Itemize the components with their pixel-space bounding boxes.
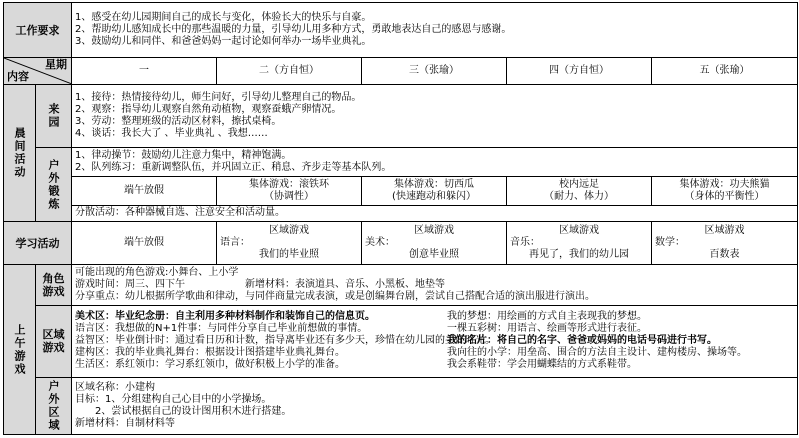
area-row — [75, 359, 794, 371]
outdoor-day-focus: （耐力、体力） — [544, 190, 614, 202]
study-day-title: 区域游戏 — [559, 225, 599, 237]
area-left: 美术区：毕业纪念册：自主利用多种材料制作和装饰自己的信息页。 — [75, 311, 375, 323]
area-right: 我会系鞋带：学会用蝴蝶结的方式系鞋带。 — [447, 359, 637, 371]
outdoor-day-title: 校内远足 — [559, 178, 599, 190]
study-day-title: 区域游戏 — [414, 225, 454, 237]
study-day-cell — [362, 222, 507, 265]
study-day-topic: 再见了，我们的幼儿园 — [529, 249, 629, 261]
header-corner — [4, 58, 72, 85]
outdoor-footer-row — [4, 205, 798, 221]
area-row — [75, 335, 794, 347]
outdoor-day-cell — [362, 177, 507, 206]
arrival-item: 2、观察：指导幼儿观察自然角动植物，观察蚕蛾产卵情况。 — [75, 104, 342, 116]
outdoor-item: 1、律动操节：鼓励幼儿注意力集中，精神饱满。 — [75, 150, 292, 162]
requirement-item: 1、感受在幼儿园期间自己的成长与变化，体验长大的快乐与自豪。 — [75, 12, 372, 24]
outdoor-day-title: 端午放假 — [124, 184, 164, 196]
study-day-cell — [72, 222, 217, 265]
role-play-line: 游戏时间：周三、四下午 新增材料：表演道具、音乐、小黑板、地垫等 — [75, 278, 445, 290]
outdoor-day-focus: （协调性） — [264, 190, 314, 202]
requirements-label: 工作要求 — [4, 3, 72, 58]
outdoor-item: 2、队列练习：重新调整队伍，并巩固立正、稍息、齐步走等基本队列。 — [75, 162, 392, 174]
area-row — [75, 323, 794, 335]
study-day-title: 端午放假 — [124, 237, 164, 249]
study-day-title: 区域游戏 — [704, 225, 745, 237]
area-left: 生活区：系红领巾：学习系红领巾，做好积极上小学的准备。 — [75, 359, 345, 371]
study-day-cell — [652, 222, 798, 265]
area-row — [75, 311, 794, 323]
role-play-label: 角色游戏 — [36, 265, 72, 306]
day-header: 一 — [72, 58, 217, 85]
area-right: 一棵五彩树：用语言、绘画等形式进行表征。 — [447, 323, 647, 335]
role-play-line: 可能出现的角色游戏:小舞台、上小学 — [75, 266, 239, 278]
morning-activity-label: 晨间活动 — [4, 84, 36, 221]
arrival-item: 4、谈话：我长大了 、毕业典礼 、我想…… — [75, 128, 268, 140]
area-row — [75, 347, 794, 359]
weekly-plan-table — [3, 2, 798, 435]
outdoor-day-cell — [507, 177, 652, 206]
outdoor-day-cell — [72, 177, 217, 206]
requirement-item: 3、鼓励幼儿和同伴、和爸爸妈妈一起讨论如何举办一场毕业典礼。 — [75, 36, 372, 48]
study-day-cell — [507, 222, 652, 265]
area-right: 我向往的小学：用垒高、围合的方法自主设计、建构楼房、操场等。 — [447, 347, 747, 359]
study-row — [4, 222, 798, 265]
study-day-subject: 数学： — [655, 237, 685, 249]
outdoor-footer: 分散活动：各种器械自选、注意安全和活动量。 — [72, 205, 798, 221]
arrival-item: 1、接待：热情接待幼儿，师生问好，引导幼儿整理自己的物品。 — [75, 92, 362, 104]
study-label: 学习活动 — [4, 222, 72, 265]
outdoor-area-line: 目标：1、分组建构自己心目中的小学操场。 — [75, 393, 272, 405]
outdoor-day-focus: (快速跑动和躲闪） — [392, 190, 476, 202]
area-games-label: 区域游戏 — [36, 305, 72, 377]
study-day-subject: 音乐： — [510, 237, 540, 249]
outdoor-exercise-row — [4, 148, 798, 177]
outdoor-area-line: 区域名称：小建构 — [75, 381, 155, 393]
day-header: 四（方自恒） — [507, 58, 652, 85]
arrival-row — [4, 84, 798, 147]
outdoor-day-cell — [217, 177, 362, 206]
arrival-content — [72, 84, 798, 147]
area-right: 我的梦想：用绘画的方式自主表现我的梦想。 — [447, 311, 647, 323]
area-left: 益智区：毕业倒计时：通过看日历和计数，指导离毕业还有多少天，珍惜在幼儿园的美好时光。 — [75, 335, 495, 347]
study-day-title: 区域游戏 — [269, 225, 309, 237]
role-play-content — [72, 265, 798, 306]
outdoor-day-focus: （身体的平衡性） — [684, 190, 765, 202]
outdoor-day-title: 集体游戏：切西瓜 — [394, 178, 474, 190]
outdoor-area-line: 新增材料：自制材料等 — [75, 417, 175, 429]
study-day-topic: 百数表 — [709, 249, 740, 261]
study-day-subject: 语言： — [220, 237, 250, 249]
outdoor-exercise-content — [72, 148, 798, 177]
area-left: 语言区：我想做的N+1件事：与同伴分享自己毕业前想做的事情。 — [75, 323, 368, 335]
day-header: 五（张瑜） — [652, 58, 798, 85]
outdoor-day-title: 集体游戏：功夫熊猫 — [679, 178, 770, 190]
outdoor-area-line: 2、尝试根据自己的设计图用积木进行搭建。 — [95, 405, 292, 417]
area-right: 我的名片：将自己的名字、爸爸或妈妈的电话号码进行书写。 — [447, 335, 717, 347]
outdoor-day-cell — [652, 177, 798, 206]
area-left: 建构区：我的毕业典礼舞台：根据设计图搭建毕业典礼舞台。 — [75, 347, 345, 359]
area-games-content — [72, 305, 798, 377]
outdoor-day-title: 集体游戏：滚铁环 — [249, 178, 329, 190]
arrival-item: 3、劳动：整理班级的活动区材料，擦拭桌椅。 — [75, 116, 282, 128]
role-play-line: 分享重点：幼儿根据所学歌曲和律动，与同伴商量完成表演，或是创编舞台剧，尝试自己搭配合适的演出服进行演出。 — [75, 290, 595, 302]
outdoor-area-content — [72, 377, 798, 434]
day-header: 二（方自恒） — [217, 58, 362, 85]
outdoor-exercise-label: 户外锻炼 — [36, 148, 72, 222]
arrival-label: 来园 — [36, 84, 72, 147]
requirement-item: 2、帮助幼儿感知成长中的那些温暖的力量，引导幼儿用多种方式，勇敢地表达自己的感恩与感谢。 — [75, 24, 512, 36]
requirements-row — [4, 3, 798, 58]
study-day-topic: 我们的毕业照 — [259, 249, 319, 261]
role-play-row — [4, 265, 798, 306]
study-day-topic: 创意毕业照 — [409, 249, 459, 261]
outdoor-area-row — [4, 377, 798, 434]
header-row — [4, 58, 798, 85]
day-header: 三（张瑜） — [362, 58, 507, 85]
outdoor-daily-row — [4, 177, 798, 206]
afternoon-games-label: 上午游戏 — [4, 265, 36, 435]
outdoor-area-label: 户外区域 — [36, 377, 72, 434]
requirements-content — [72, 3, 798, 58]
study-day-subject: 美术： — [365, 237, 395, 249]
study-day-cell — [217, 222, 362, 265]
area-games-row — [4, 305, 798, 377]
corner-weekday-label: 星期 — [45, 58, 67, 72]
corner-content-label: 内容 — [7, 69, 29, 83]
